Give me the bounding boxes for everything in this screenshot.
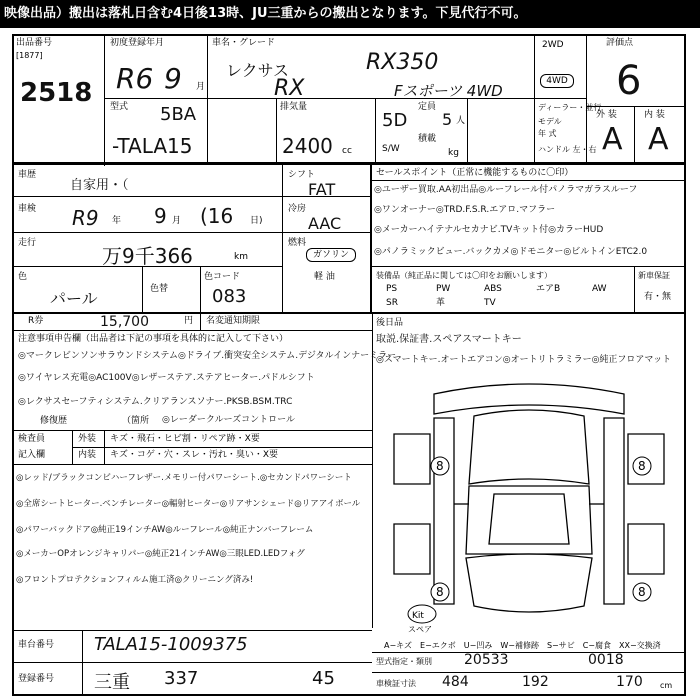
shift-value: FAT bbox=[308, 180, 336, 199]
repair-note: （箇所 bbox=[122, 416, 150, 426]
size-height: 170 bbox=[616, 674, 643, 690]
inspection-line-4: ◎メーカーOPオレンジキャリパー◎純正21インチAW◎三眼LED.LEDフォグ bbox=[16, 549, 305, 559]
doors: 5D bbox=[382, 110, 408, 131]
plate-area: 三重 bbox=[94, 672, 130, 693]
size-width: 192 bbox=[522, 674, 549, 690]
after-line-1: 取説.保証書.スペアスマートキー bbox=[376, 334, 522, 345]
equip-title: 装備品（純正品に関しては〇印をお願いします） bbox=[376, 271, 552, 280]
month-unit: 月 bbox=[196, 82, 206, 92]
shaken-year: R9 bbox=[72, 206, 99, 230]
sales-line-2: ◎ワンオーナー◎TRD.F.S.R.エアロ.マフラー bbox=[374, 205, 556, 215]
notes-line-2: ◎ワイヤレス充電◎AC100V◎レザーステア.ステアヒーター.パドルシフト bbox=[18, 373, 315, 383]
capacity: 5 bbox=[442, 110, 453, 129]
tire-rl: 8 bbox=[436, 585, 444, 599]
after-label: 後日品 bbox=[376, 318, 404, 328]
ext-grade: A bbox=[602, 122, 623, 157]
equip-tv: TV bbox=[484, 298, 496, 308]
damage-legend: A−キズ E−エクボ U−凹み W−補修跡 S−サビ C−腐食 XX−交換済 bbox=[384, 641, 661, 650]
fuel-label: 燃料 bbox=[288, 238, 307, 248]
score-label: 評価点 bbox=[606, 38, 634, 48]
disp-unit: cc bbox=[342, 146, 352, 156]
equip-airbag: エアB bbox=[536, 284, 561, 294]
month-unit-2: 月 bbox=[172, 216, 182, 226]
equip-ps: PS bbox=[386, 284, 398, 294]
fuel-diesel: 軽 油 bbox=[314, 272, 335, 282]
notes-title: 注意事項申告欄（出品者は下記の事項を具体的に記入して下さい） bbox=[18, 334, 289, 344]
equip-sr: SR bbox=[386, 298, 398, 308]
int-label: 内 装 bbox=[644, 110, 665, 120]
ac-label: 冷房 bbox=[288, 204, 307, 214]
shift-label: シフト bbox=[288, 170, 316, 180]
inspection-legend-ext: キズ・飛石・ヒビ割・リペア跡・X要 bbox=[110, 434, 260, 444]
notes-line-1: ◎マークレビンソンサラウンドシステム◎ドライブ.衝突安全システム.デジタルインナーミラー bbox=[18, 351, 397, 361]
load-label: 積載 bbox=[418, 134, 437, 144]
form-a: 20533 bbox=[464, 652, 509, 668]
spare-label: スペア bbox=[408, 625, 432, 634]
sales-line-4: ◎パノラミックビュー.バックカメ◎ドモニター◎ビルトインETC2.0 bbox=[374, 247, 648, 257]
color-value: パール bbox=[50, 289, 98, 308]
score: 6 bbox=[616, 58, 642, 104]
notes-line-3: ◎レクサスセーフティシステム.クリアランスソナー.PKSB.BSM.TRC bbox=[18, 397, 293, 407]
reg-era: R6 bbox=[116, 62, 154, 95]
name-change-deadline: 名変通知期限 bbox=[206, 316, 261, 326]
notes-line-4: ◎レーダークルーズコントロール bbox=[162, 415, 295, 425]
color-code-label: 色コード bbox=[204, 272, 241, 282]
auction-sheet bbox=[12, 34, 686, 696]
size-unit: cm bbox=[660, 681, 673, 690]
model: RX350 bbox=[366, 50, 439, 75]
inspection-int-tag: 内装 bbox=[78, 450, 97, 460]
tire-rr: 8 bbox=[638, 585, 646, 599]
form-b: 0018 bbox=[588, 652, 624, 668]
sales-line-1: ◎ユーザー買取.AA初出品◎ルーフレール付パノラマガラスルーフ bbox=[374, 185, 638, 195]
disp: 2400 bbox=[282, 134, 333, 158]
inspector-entry-label: 記入欄 bbox=[18, 450, 46, 460]
chassis-label: 車台番号 bbox=[18, 640, 55, 650]
load-unit: kg bbox=[448, 148, 459, 158]
form-label: 型式指定・類別 bbox=[376, 657, 432, 666]
km-label: 走行 bbox=[18, 238, 37, 248]
name-label: 車名・グレード bbox=[212, 38, 276, 48]
lot-number: 2518 bbox=[20, 78, 93, 108]
sales-title: セールスポイント（正常に機能するものに〇印） bbox=[376, 168, 574, 178]
tire-fr: 8 bbox=[638, 459, 646, 473]
chassis-number: TALA15-1009375 bbox=[94, 634, 248, 655]
plate-number: 45 bbox=[312, 668, 335, 689]
grade: Fスポーツ 4WD bbox=[394, 82, 503, 100]
int-grade: A bbox=[648, 122, 669, 157]
reg-label: 初度登録年月 bbox=[110, 38, 165, 48]
drive-2wd: 2WD bbox=[542, 40, 564, 50]
announcement-banner: 映像出品）搬出は落札日含む4日後13時、JU三重からの搬出となります。下見代行不可。 bbox=[0, 0, 700, 28]
fuel-gas: ガソリン bbox=[306, 248, 356, 262]
dealer-label: ディーラー・並行 bbox=[538, 103, 602, 112]
size-label: 車検証寸法 bbox=[376, 679, 416, 688]
km-value: 万9千366 bbox=[102, 244, 193, 268]
sw: S/W bbox=[382, 144, 400, 154]
recycle-label: R券 bbox=[28, 316, 44, 326]
recycle-unit: 円 bbox=[184, 316, 194, 326]
color-label: 色 bbox=[18, 272, 28, 282]
handle-label: ハンドル 左・右 bbox=[538, 145, 597, 154]
new-warranty-value: 有・無 bbox=[644, 292, 672, 302]
after-line-2: ◎スマートキー.オートエアコン◎オートリトラミラー◎純正フロアマット bbox=[376, 355, 672, 365]
plate-class: 337 bbox=[164, 668, 199, 689]
tone-label: 色替 bbox=[150, 284, 169, 294]
day-unit: 日) bbox=[250, 216, 263, 226]
cap-label: 定員 bbox=[418, 102, 437, 112]
reg-month: 9 bbox=[164, 62, 182, 95]
ac-value: AAC bbox=[308, 214, 342, 233]
size-length: 484 bbox=[442, 674, 469, 690]
repair-label: 修復歴 bbox=[40, 416, 68, 426]
tire-fl: 8 bbox=[436, 459, 444, 473]
disp-label: 排気量 bbox=[280, 102, 308, 112]
equip-leather: 革 bbox=[436, 298, 446, 308]
new-warranty-label: 新車保証 bbox=[638, 271, 670, 280]
plate-label: 登録番号 bbox=[18, 674, 55, 684]
equip-pw: PW bbox=[436, 284, 451, 294]
use-label: 車歴 bbox=[18, 170, 37, 180]
type-label: 型式 bbox=[110, 102, 129, 112]
year-label: 年 式 bbox=[538, 129, 557, 138]
inspection-line-1: ◎レッド/ブラックコンビハーフレザー.メモリー付パワーシート.◎セカンドパワーシート bbox=[16, 473, 352, 483]
shaken-label: 車検 bbox=[18, 204, 37, 214]
equip-aw: AW bbox=[592, 284, 607, 294]
use-value: 自家用・（ bbox=[70, 178, 129, 193]
drive-4wd: 4WD bbox=[540, 74, 574, 88]
km-unit: km bbox=[234, 252, 248, 262]
series: RX bbox=[274, 76, 305, 101]
inspection-line-2: ◎全席シートヒーター.ベンチレーター◎輻射ヒーター◎リアサンシェード◎リアアイボール bbox=[16, 499, 361, 509]
lot-label: 出品番号 bbox=[16, 38, 53, 48]
year-unit: 年 bbox=[112, 216, 122, 226]
cap-unit: 人 bbox=[456, 116, 466, 126]
maker: レクサス bbox=[226, 61, 290, 80]
color-code: 083 bbox=[212, 286, 247, 307]
ext-label: 外 装 bbox=[596, 110, 617, 120]
lot-sub: [1877] bbox=[16, 51, 43, 60]
inspection-legend-int: キズ・コゲ・穴・スレ・汚れ・臭い・X要 bbox=[110, 450, 278, 460]
spare-value: Kit bbox=[412, 611, 424, 621]
equip-abs: ABS bbox=[484, 284, 502, 294]
type-prefix: 5BA bbox=[160, 104, 197, 125]
shaken-month: 9 bbox=[154, 204, 167, 228]
sales-line-3: ◎メーカーハイテナルセカナビ.TVキット付◎カラーHUD bbox=[374, 225, 604, 235]
inspection-line-3: ◎パワーバックドア◎純正19インチAW◎ルーフレール◎純正ナンバーフレーム bbox=[16, 525, 314, 535]
type-code: -TALA15 bbox=[112, 134, 193, 158]
shaken-day: (16 bbox=[200, 204, 234, 228]
recycle-value: 15,700 bbox=[100, 314, 149, 330]
inspection-line-5: ◎フロントプロテクションフィルム施工済◎クリーニング済み! bbox=[16, 575, 254, 585]
inspector-label: 検査員 bbox=[18, 434, 46, 444]
car-damage-diagram bbox=[374, 374, 684, 626]
inspection-ext-tag: 外装 bbox=[78, 434, 97, 444]
model-label: モデル bbox=[538, 117, 562, 126]
